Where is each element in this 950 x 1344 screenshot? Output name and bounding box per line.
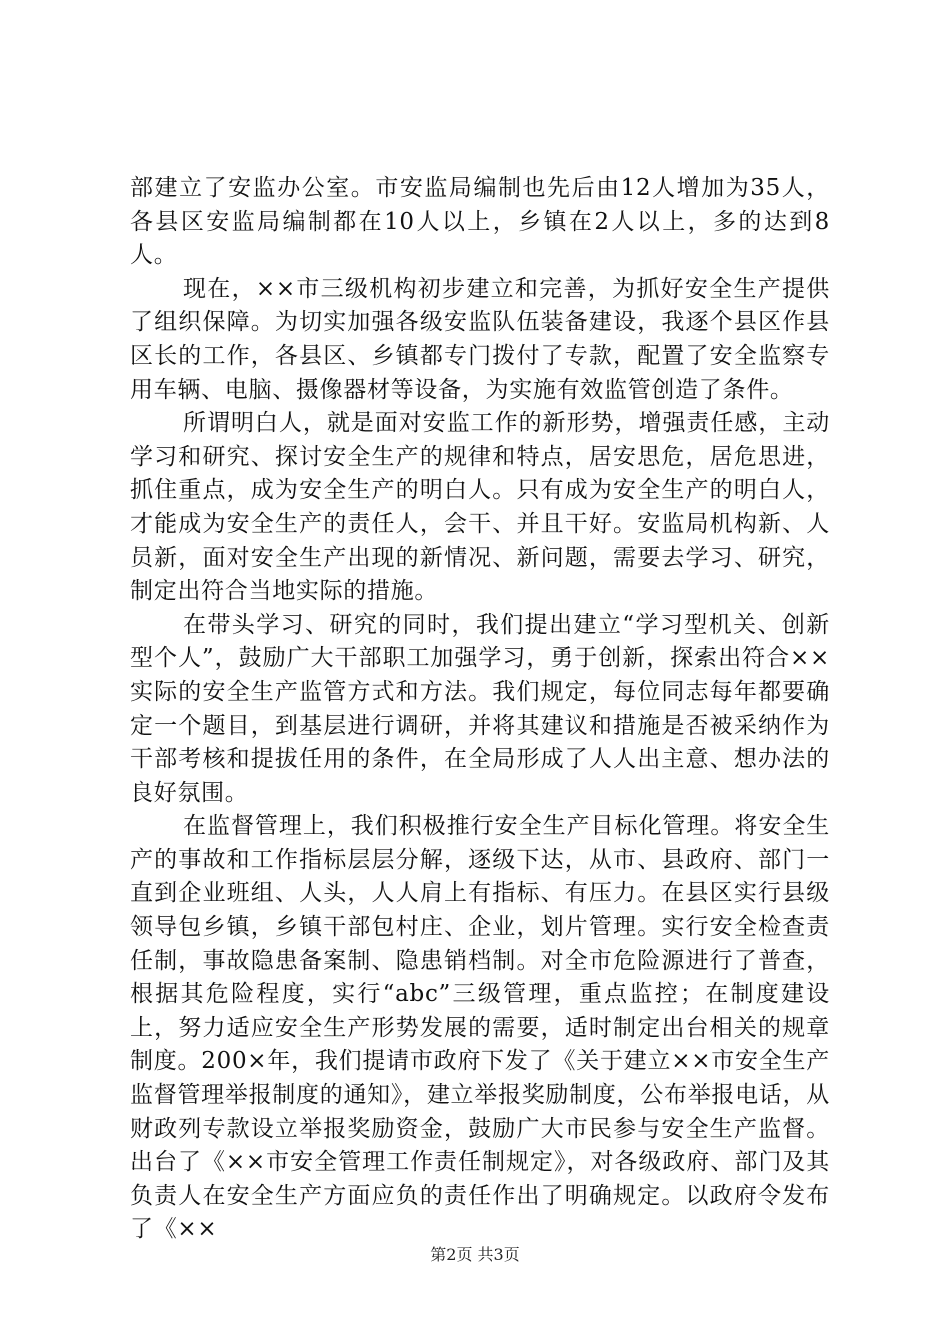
paragraph-institutions: 现在，××市三级机构初步建立和完善，为抓好安全生产提供了组织保障。为切实加强各级安监队伍装备建设，我逐个县区作县区长的工作，各县区、乡镇都专门拨付了专款，配置了安全监察专用车辆、电脑、摄像器材等设备，为实施有效监管创造了条件。	[130, 275, 830, 403]
document-body	[130, 172, 830, 1247]
paragraph-learning: 在带头学习、研究的同时，我们提出建立“学习型机关、创新型个人”，鼓励广大干部职工加强学习，勇于创新，探索出符合××实际的安全生产监管方式和方法。我们规定，每位同志每年都要确定一个题目，到基层进行调研，并将其建议和措施是否被采纳作为干部考核和提拔任用的条件，在全局形成了人人出主意、想办法的良好氛围。	[130, 611, 830, 806]
page-number-footer: 第2页 共3页	[430, 1245, 520, 1264]
paragraph-continuation: 部建立了安监办公室。市安监局编制也先后由12人增加为35人，各县区安监局编制都在10人以上，乡镇在2人以上，多的达到8人。	[130, 175, 830, 269]
paragraph-understanding: 所谓明白人，就是面对安监工作的新形势，增强责任感，主动学习和研究、探讨安全生产的规律和特点，居安思危，居危思进，抓住重点，成为安全生产的明白人。只有成为安全生产的明白人，才能成为安全生产的责任人，会干、并且干好。安监局机构新、人员新，面对安全生产出现的新情况、新问题，需要去学习、研究，制定出符合当地实际的措施。	[130, 410, 830, 605]
paragraph-supervision: 在监督管理上，我们积极推行安全生产目标化管理。将安全生产的事故和工作指标层层分解，逐级下达，从市、县政府、部门一直到企业班组、人头，人人肩上有指标、有压力。在县区实行县级领导包乡镇，乡镇干部包村庄、企业，划片管理。实行安全检查责任制，事故隐患备案制、隐患销档制。对全市危险源进行了普查，根据其危险程度，实行“abc”三级管理，重点监控；在制度建设上，努力适应安全生产形势发展的需要，适时制定出台相关的规章制度。200×年，我们提请市政府下发了《关于建立××市安全生产监督管理举报制度的通知》，建立举报奖励制度，公布举报电话，从财政列专款设立举报奖励资金，鼓励广大市民参与安全生产监督。出台了《××市安全管理工作责任制规定》，对各级政府、部门及其负责人在安全生产方面应负的责任作出了明确规定。以政府令发布了《××	[130, 813, 830, 1243]
